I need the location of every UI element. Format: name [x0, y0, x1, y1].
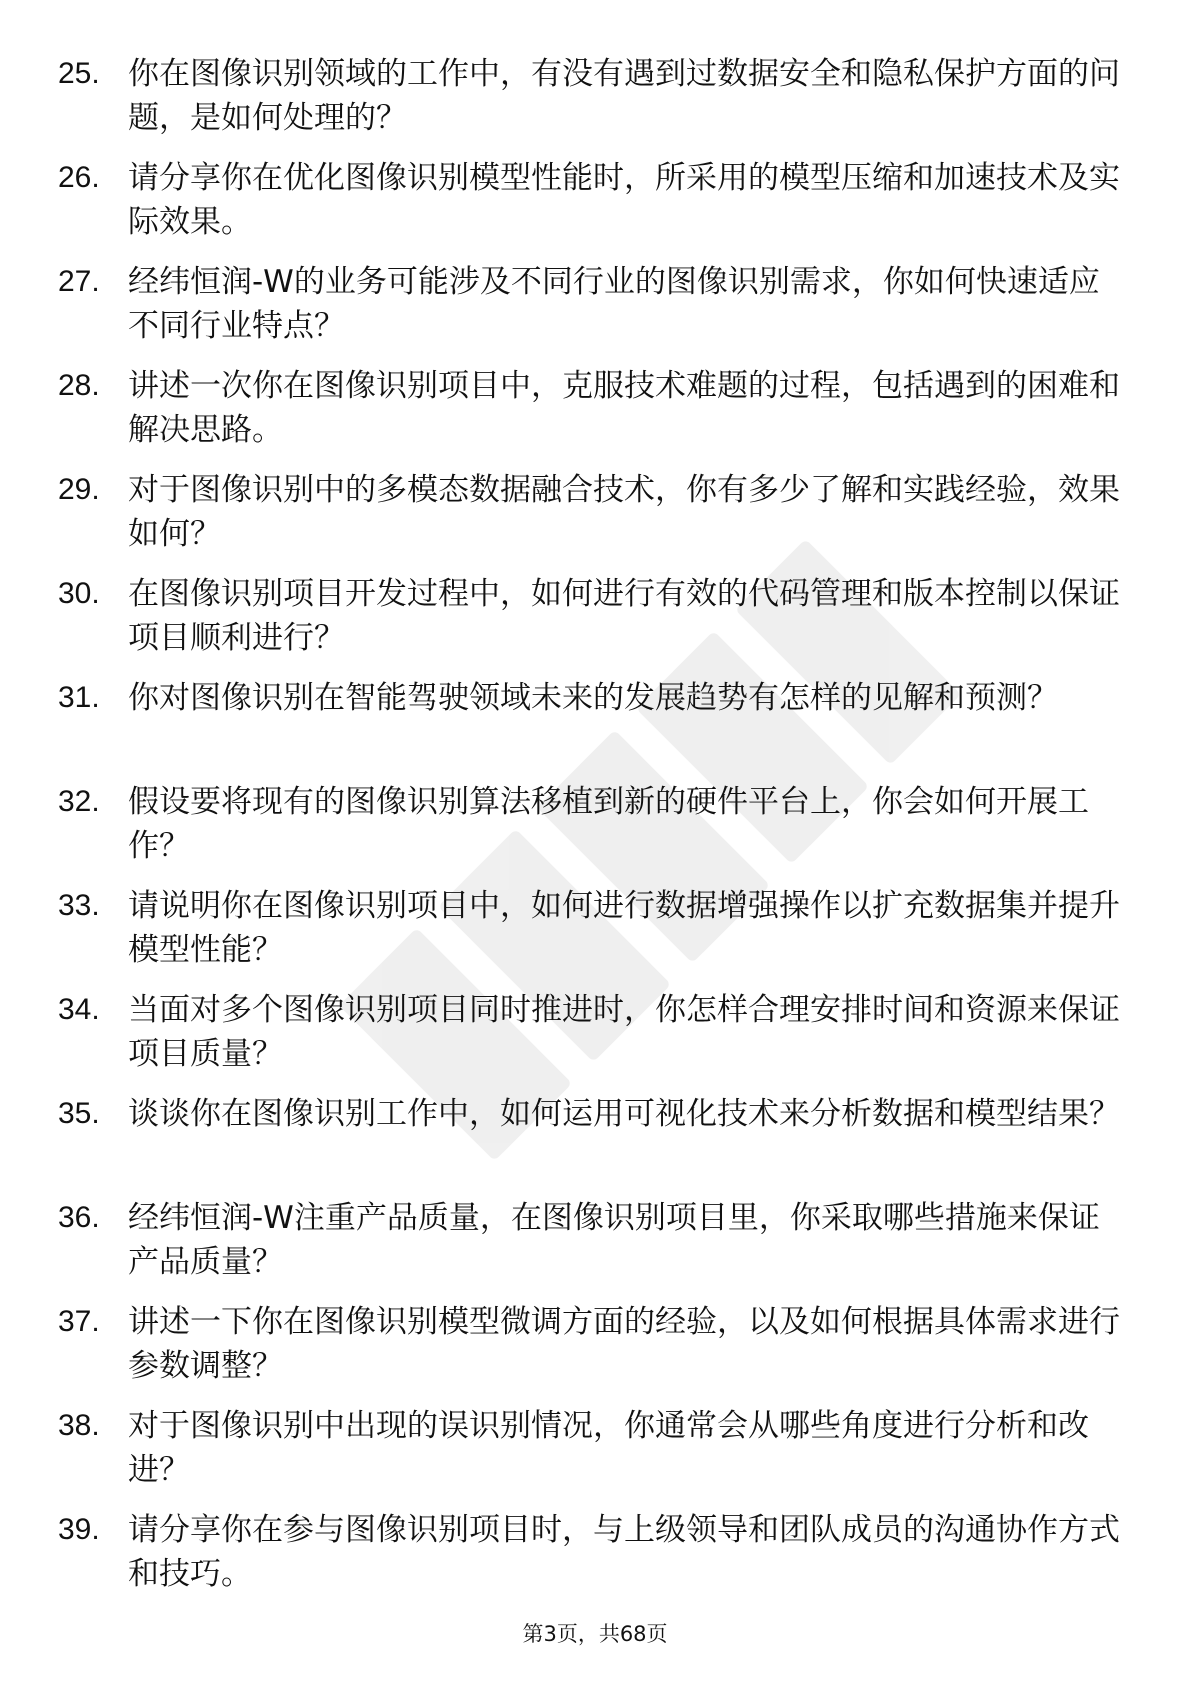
question-text: 请说明你在图像识别项目中，如何进行数据增强操作以扩充数据集并提升模型性能？ [128, 888, 1120, 968]
question-item [58, 156, 1128, 244]
question-number: 26. [58, 161, 100, 194]
question-text: 谈谈你在图像识别工作中，如何运用可视化技术来分析数据和模型结果？ [128, 1096, 1120, 1132]
question-text: 请分享你在参与图像识别项目时，与上级领导和团队成员的沟通协作方式和技巧。 [128, 1512, 1120, 1592]
question-item [58, 572, 1128, 660]
question-item [58, 676, 1128, 764]
question-text: 对于图像识别中出现的误识别情况，你通常会从哪些角度进行分析和改进？ [128, 1408, 1089, 1488]
question-item [58, 260, 1128, 348]
question-text: 你对图像识别在智能驾驶领域未来的发展趋势有怎样的见解和预测？ [128, 680, 1058, 716]
question-number: 28. [58, 369, 100, 402]
question-text: 你在图像识别领域的工作中，有没有遇到过数据安全和隐私保护方面的问题，是如何处理的？ [128, 56, 1120, 136]
question-number: 29. [58, 473, 100, 506]
question-text: 讲述一下你在图像识别模型微调方面的经验，以及如何根据具体需求进行参数调整？ [128, 1304, 1120, 1384]
question-item [58, 1196, 1128, 1284]
question-text: 假设要将现有的图像识别算法移植到新的硬件平台上，你会如何开展工作？ [128, 784, 1089, 864]
question-number: 33. [58, 889, 100, 922]
question-text: 经纬恒润-W注重产品质量，在图像识别项目里，你采取哪些措施来保证产品质量？ [128, 1200, 1100, 1280]
question-item [58, 1092, 1128, 1180]
question-number: 37. [58, 1305, 100, 1338]
question-text: 请分享你在优化图像识别模型性能时，所采用的模型压缩和加速技术及实际效果。 [128, 160, 1120, 240]
question-number: 31. [58, 681, 100, 714]
question-item [58, 468, 1128, 556]
question-item [58, 988, 1128, 1076]
question-item [58, 1508, 1128, 1596]
question-item [58, 364, 1128, 452]
question-item [58, 52, 1128, 140]
question-number: 39. [58, 1513, 100, 1546]
question-number: 34. [58, 993, 100, 1026]
page-number-footer: 第3页，共68页 [522, 1622, 668, 1646]
question-number: 27. [58, 265, 100, 298]
question-text: 对于图像识别中的多模态数据融合技术，你有多少了解和实践经验，效果如何？ [128, 472, 1120, 552]
question-number: 25. [58, 57, 100, 90]
question-number: 38. [58, 1409, 100, 1442]
question-text: 讲述一次你在图像识别项目中，克服技术难题的过程，包括遇到的困难和解决思路。 [128, 368, 1120, 448]
question-number: 30. [58, 577, 100, 610]
question-text: 经纬恒润-W的业务可能涉及不同行业的图像识别需求，你如何快速适应不同行业特点？ [128, 264, 1100, 344]
question-list [58, 52, 1128, 1612]
question-text: 在图像识别项目开发过程中，如何进行有效的代码管理和版本控制以保证项目顺利进行？ [128, 576, 1120, 656]
question-number: 35. [58, 1097, 100, 1130]
question-item [58, 1300, 1128, 1388]
question-item [58, 1404, 1128, 1492]
question-text: 当面对多个图像识别项目同时推进时，你怎样合理安排时间和资源来保证项目质量？ [128, 992, 1120, 1072]
question-number: 32. [58, 785, 100, 818]
question-number: 36. [58, 1201, 100, 1234]
question-item [58, 780, 1128, 868]
question-item [58, 884, 1128, 972]
